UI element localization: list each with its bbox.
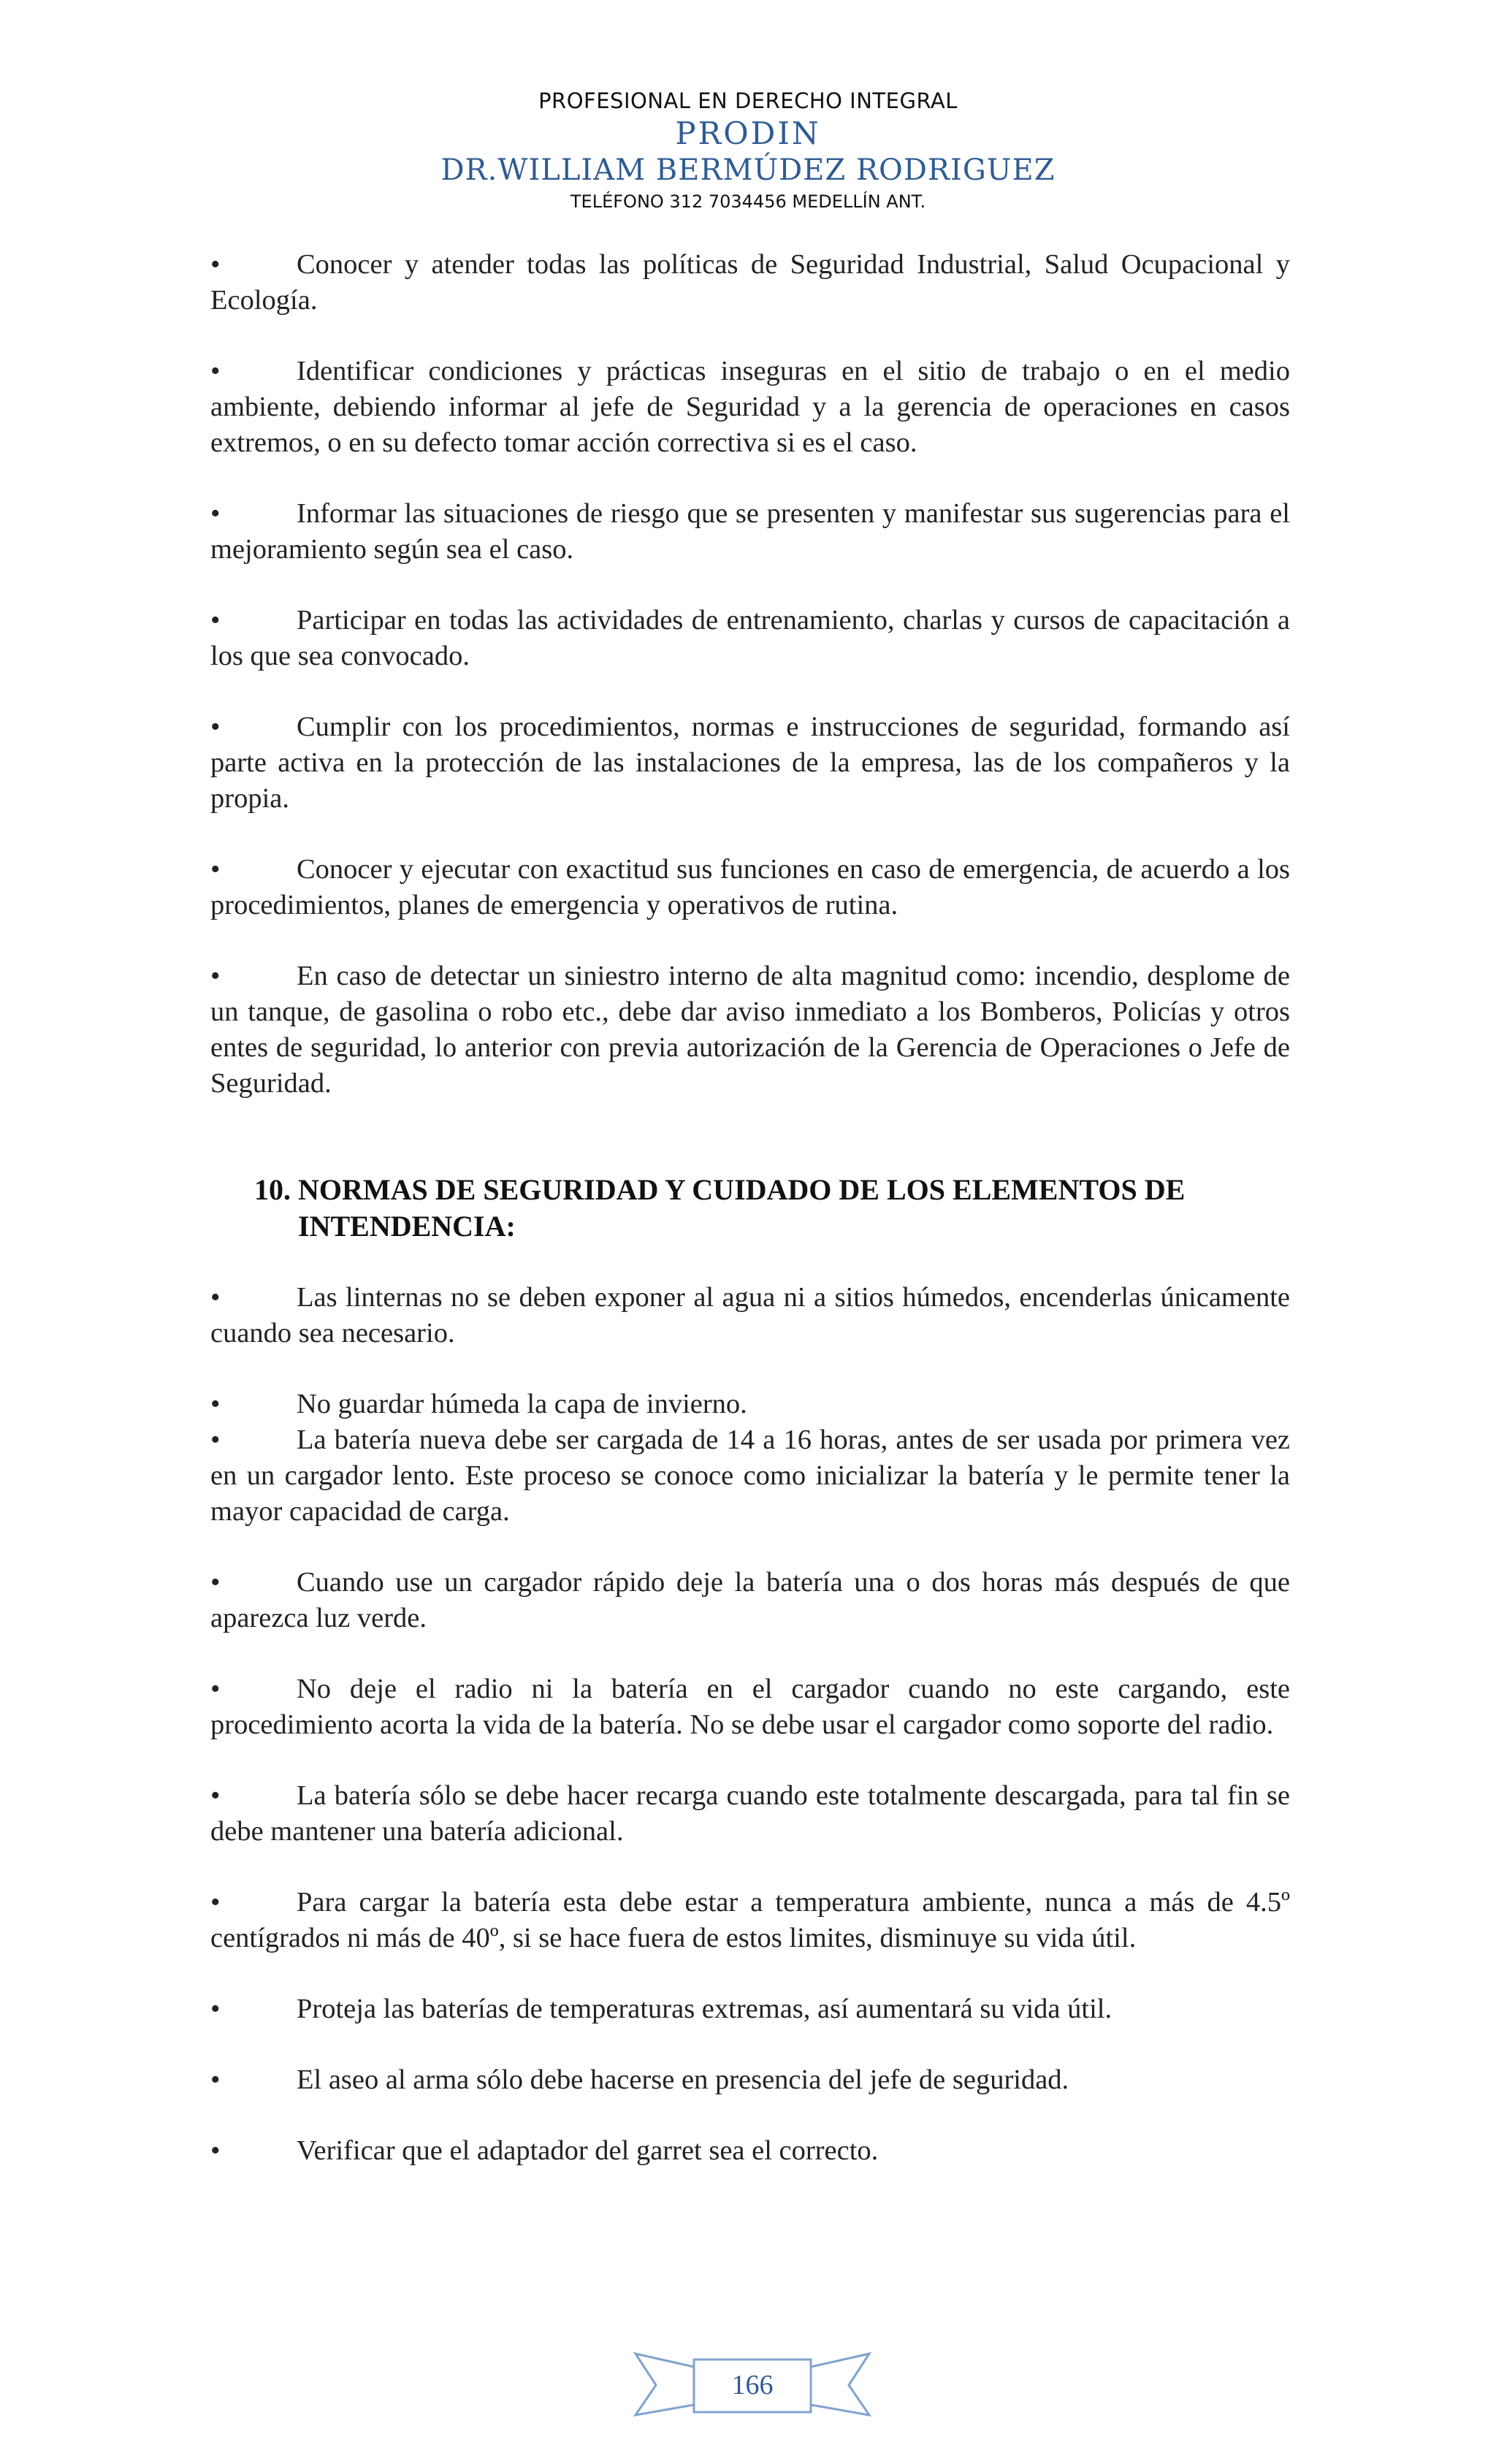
bullet-icon: •: [210, 712, 221, 742]
list-item: [210, 496, 1290, 568]
document-body: [210, 247, 1290, 2204]
list-item: [210, 603, 1290, 674]
list-item: [210, 247, 1290, 319]
list-item-text: Participar en todas las actividades de entrenamiento, charlas y cursos de capacitación a los que sea convocado.: [210, 605, 1290, 671]
list-item-text: La batería nueva debe ser cargada de 14 a 16 horas, antes de ser usada por primera vez en un cargador lento. Este proceso se conoce como inicializar la batería y le permite tener la mayor capacidad de carga.: [210, 1424, 1290, 1527]
bullet-icon: •: [210, 1994, 221, 2024]
list-item: [210, 2062, 1290, 2098]
list-item: [210, 1422, 1290, 1530]
list-item-text: Conocer y ejecutar con exactitud sus funciones en caso de emergencia, de acuerdo a los procedimientos, planes de emergencia y operativos de rutina.: [210, 854, 1290, 920]
list-item-text: En caso de detectar un siniestro interno de alta magnitud como: incendio, desplome de un tanque, de gasolina o robo etc., debe dar aviso inmediato a los Bomberos, Policías y otros entes de seguridad, lo anterior con previa autorización de la Gerencia de Operaciones o Jefe de Seguridad.: [210, 961, 1290, 1099]
list-item: [210, 958, 1290, 1102]
list-item-text: No guardar húmeda la capa de invierno.: [297, 1389, 747, 1419]
header-profession: PROFESIONAL EN DERECHO INTEGRAL: [538, 88, 958, 113]
list-item: [210, 1778, 1290, 1850]
bullet-icon: •: [210, 1780, 221, 1811]
header-brand: PRODIN: [675, 115, 821, 151]
bullet-icon: •: [210, 1389, 221, 1419]
list-item-text: Cuando use un cargador rápido deje la batería una o dos horas más después de que aparezca luz verde.: [210, 1567, 1290, 1633]
bullet-icon: •: [210, 1424, 221, 1455]
list-item-text: Verificar que el adaptador del garret sea el correcto.: [297, 2135, 879, 2166]
list-item-text: El aseo al arma sólo debe hacerse en presencia del jefe de seguridad.: [297, 2064, 1069, 2095]
list-item: [210, 2133, 1290, 2169]
section-title: NORMAS DE SEGURIDAD Y CUIDADO DE LOS ELEMENTOS DE INTENDENCIA:: [298, 1173, 1186, 1243]
list-item: [210, 852, 1290, 923]
list-item-text: Conocer y atender todas las políticas de Seguridad Industrial, Salud Ocupacional y Ecología.: [210, 249, 1290, 316]
page-header: [0, 86, 1496, 215]
page-footer: [628, 2345, 877, 2425]
list-item: [210, 1280, 1290, 1351]
list-item: [210, 1387, 1290, 1422]
bullet-icon: •: [210, 2064, 221, 2095]
list-item-text: Identificar condiciones y prácticas inseguras en el sitio de trabajo o en el medio ambiente, debiendo informar al jefe de Seguridad y a la gerencia de operaciones en casos extremos, o en su defecto tomar acción correctiva si es el caso.: [210, 356, 1290, 458]
bullet-icon: •: [210, 498, 221, 529]
list-item-text: Para cargar la batería esta debe estar a temperatura ambiente, nunca a más de 4.5º centígrados ni más de 40º, si se hace fuera de estos limites, disminuye su vida útil.: [210, 1887, 1290, 1953]
list-item-text: Las linternas no se deben exponer al agua ni a sitios húmedos, encenderlas únicamente cuando sea necesario.: [210, 1282, 1290, 1349]
list-item: [210, 354, 1290, 461]
bullet-icon: •: [210, 2135, 221, 2166]
bullet-icon: •: [210, 605, 221, 636]
list-item: [210, 709, 1290, 817]
bullet-icon: •: [210, 854, 221, 885]
top-bullet-list: [210, 247, 1290, 1102]
header-author: DR.WILLIAM BERMÚDEZ RODRIGUEZ: [440, 153, 1056, 187]
page-number: 166: [731, 2370, 774, 2400]
list-item-text: No deje el radio ni la batería en el cargador cuando no este cargando, este procedimiento acorta la vida de la batería. No se debe usar el cargador como soporte del radio.: [210, 1674, 1290, 1740]
bullet-icon: •: [210, 961, 221, 991]
header-phone: TELÉFONO 312 7034456 MEDELLÍN ANT.: [570, 191, 926, 212]
bullet-icon: •: [210, 1674, 221, 1704]
bottom-bullet-list: [210, 1280, 1290, 2169]
list-item: [210, 1671, 1290, 1743]
section-number: 10.: [254, 1173, 291, 1206]
section-heading: [254, 1172, 1290, 1245]
bullet-icon: •: [210, 356, 221, 386]
bullet-icon: •: [210, 1887, 221, 1918]
list-item-text: Proteja las baterías de temperaturas extremas, así aumentará su vida útil.: [297, 1994, 1113, 2024]
list-item-text: Cumplir con los procedimientos, normas e instrucciones de seguridad, formando así parte activa en la protección de las instalaciones de la empresa, las de los compañeros y la propia.: [210, 712, 1290, 814]
list-item: [210, 1565, 1290, 1636]
list-item: [210, 1885, 1290, 1956]
bullet-icon: •: [210, 249, 221, 280]
bullet-icon: •: [210, 1282, 221, 1313]
list-item: [210, 1991, 1290, 2027]
bullet-icon: •: [210, 1567, 221, 1598]
list-item-text: La batería sólo se debe hacer recarga cuando este totalmente descargada, para tal fin se debe mantener una batería adicional.: [210, 1780, 1290, 1847]
list-item-text: Informar las situaciones de riesgo que se presenten y manifestar sus sugerencias para el mejoramiento según sea el caso.: [210, 498, 1290, 565]
